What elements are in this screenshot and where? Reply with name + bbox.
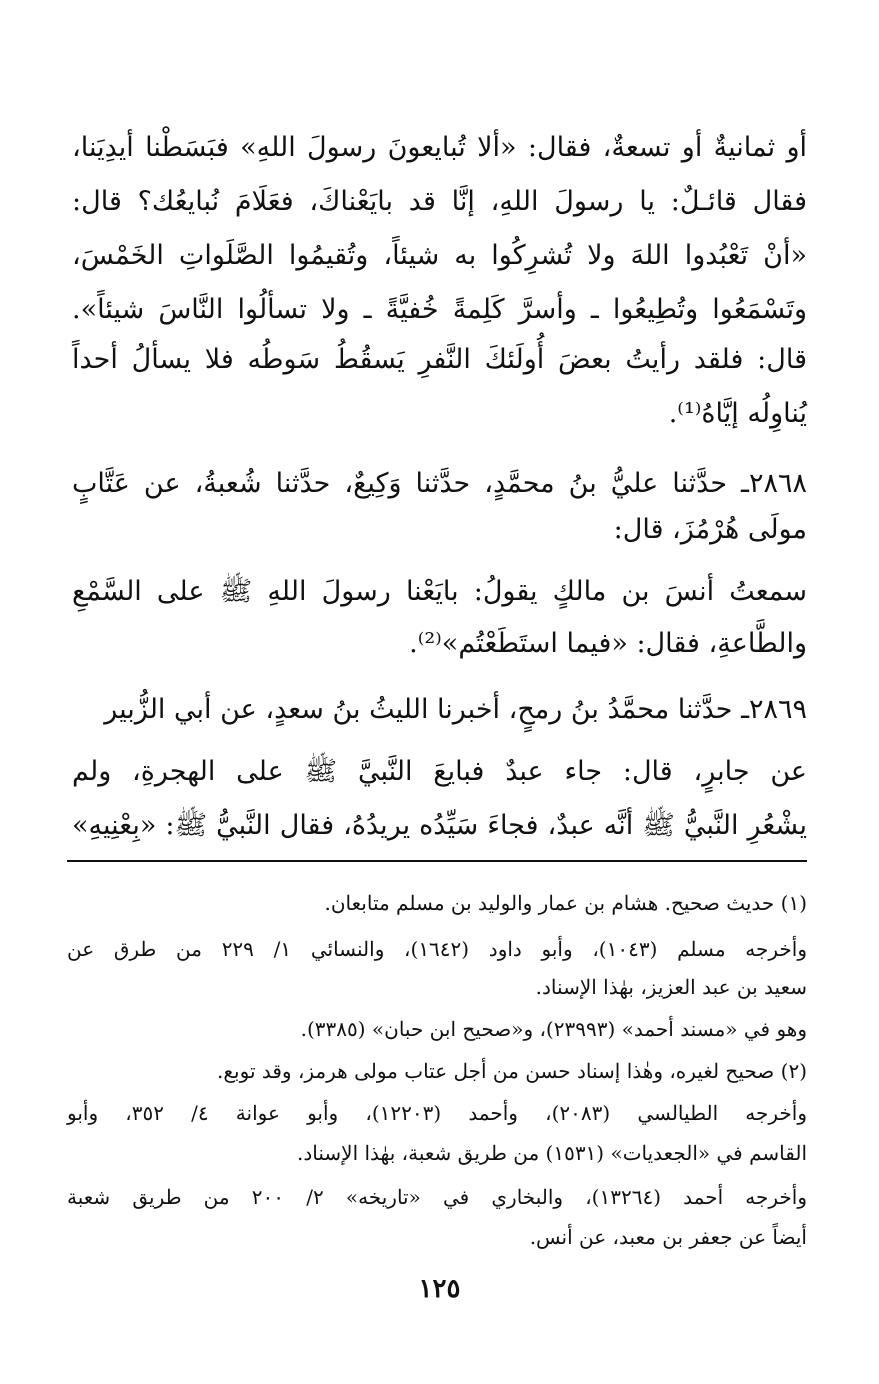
text-line: أو ثمانيةٌ أو تسعةٌ، فقال: «ألا تُبايعونَ رسولَ اللهِ» فبَسَطْنا أيدِيَنا، <box>72 132 807 163</box>
text-line: «أنْ تَعْبُدوا اللهَ ولا تُشرِكُوا به شيئاً، وتُقيمُوا الصَّلَواتِ الخَمْسَ، <box>72 240 807 271</box>
text-line: سمعتُ أنسَ بن مالكٍ يقولُ: بايَعْنا رسولَ اللهِ ﷺ على السَّمْعِ <box>72 576 807 607</box>
text-line: عن جابرٍ، قال: جاء عبدٌ فبايعَ النَّبيَّ ﷺ على الهجرةِ، ولم <box>72 756 807 787</box>
text-line: يشْعُرِ النَّبيُّ ﷺ أنَّه عبدٌ، فجاءَ سَيِّدُه يريدُهُ، فقال النَّبيُّ ﷺ: «بِعْنِيهِ» <box>72 810 807 841</box>
page-number: ١٢٥ <box>418 1274 461 1304</box>
footnote-line: وأخرجه الطيالسي (٢٠٨٣)، وأحمد (١٢٢٠٣)، وأبو عوانة ٤/ ٣٥٢، وأبو <box>67 1101 807 1125</box>
footnote-separator <box>67 860 807 862</box>
footnote-line: وأخرجه أحمد (١٣٢٦٤)، والبخاري في «تاريخه» ٢/ ٢٠٠ من طريق شعبة <box>67 1185 807 1209</box>
footnote-line: أيضاً عن جعفر بن معبد، عن أنس. <box>529 1225 807 1249</box>
text-line: قال: فلقد رأيتُ بعضَ أُولَئكَ النَّفرِ يَسقُطُ سَوطُه فلا يسألُ أحداً <box>72 344 807 375</box>
hadith-2868-header: ٢٨٦٨ـ حدَّثنا عليُّ بنُ محمَّدٍ، حدَّثنا وَكِيعٌ، حدَّثنا شُعبةُ، عن عَتَّابٍ <box>72 468 807 499</box>
text-line: يُناوِلُه إيَّاهُ⁽¹⁾. <box>668 398 807 429</box>
footnote-line: القاسم في «الجعديات» (١٥٣١) من طريق شعبة، بهٰذا الإسناد. <box>297 1141 807 1165</box>
footnote-line: سعيد بن عبد العزيز، بهٰذا الإسناد. <box>535 975 807 999</box>
hadith-2869-header: ٢٨٦٩ـ حدَّثنا محمَّدُ بنُ رمحٍ، أخبرنا الليثُ بنُ سعدٍ، عن أبي الزُّبير <box>104 694 807 725</box>
footnote-line: وأخرجه مسلم (١٠٤٣)، وأبو داود (١٦٤٢)، والنسائي ١/ ٢٢٩ من طرق عن <box>67 937 807 961</box>
text-line: مولَى هُرْمُزَ، قال: <box>613 514 807 545</box>
footnote-line: (٢) صحيح لغيره، وهٰذا إسناد حسن من أجل عتاب مولى هرمز، وقد توبع. <box>217 1059 807 1083</box>
footnote-line: (١) حديث صحيح. هشام بن عمار والوليد بن مسلم متابعان. <box>324 891 807 915</box>
footnote-line: وهو في «مسند أحمد» (٢٣٩٩٣)، و«صحيح ابن حبان» (٣٣٨٥). <box>300 1017 807 1041</box>
text-line: والطَّاعةِ، فقال: «فيما استَطَعْتُم»⁽²⁾. <box>409 628 807 659</box>
text-line: فقال قائـلٌ: يا رسولَ اللهِ، إنَّا قد بايَعْناكَ، فعَلَامَ نُبايعُك؟ قال: <box>72 186 807 217</box>
text-line: وتَسْمَعُوا وتُطِيعُوا ـ وأسرَّ كَلِمةً خُفيَّةً ـ ولا تسألُوا النَّاسَ شيئاً». <box>72 294 807 325</box>
